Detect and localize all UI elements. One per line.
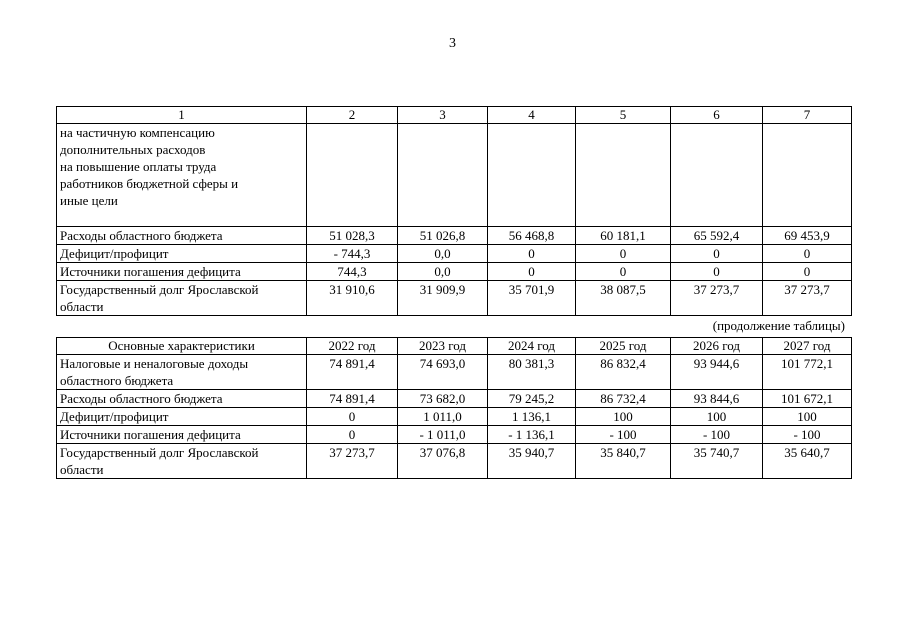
column-header: 2024 год — [488, 338, 576, 355]
table-cell: 0 — [488, 245, 576, 263]
table-row — [57, 124, 852, 227]
table-cell: 35 640,7 — [763, 444, 852, 479]
table-cell: 0 — [763, 245, 852, 263]
table-cell: - 1 136,1 — [488, 426, 576, 444]
table-cell: 0 — [576, 263, 671, 281]
row-label: Государственный долг Ярославской области — [57, 444, 307, 479]
column-header: 2022 год — [307, 338, 398, 355]
table-cell: 80 381,3 — [488, 355, 576, 390]
table-cell — [671, 124, 763, 227]
column-header: 1 — [57, 107, 307, 124]
table-cell: 100 — [576, 408, 671, 426]
row-label: Налоговые и неналоговые доходы областного бюджета — [57, 355, 307, 390]
table-cell — [763, 124, 852, 227]
table-row — [57, 355, 852, 390]
table-cell: 93 844,6 — [671, 390, 763, 408]
table-cell: 79 245,2 — [488, 390, 576, 408]
table-cell: - 100 — [763, 426, 852, 444]
table-cell — [488, 124, 576, 227]
table-cell: 86 732,4 — [576, 390, 671, 408]
table-cell — [398, 124, 488, 227]
column-header: 2023 год — [398, 338, 488, 355]
table-cell: 0,0 — [398, 263, 488, 281]
table-cell: 1 136,1 — [488, 408, 576, 426]
column-header: 7 — [763, 107, 852, 124]
table-cell: 0 — [671, 263, 763, 281]
table-row — [57, 408, 852, 426]
table-cell: 35 840,7 — [576, 444, 671, 479]
table-cell: 60 181,1 — [576, 227, 671, 245]
row-label: Расходы областного бюджета — [57, 227, 307, 245]
column-header: 2 — [307, 107, 398, 124]
table-cell: 1 011,0 — [398, 408, 488, 426]
table-row — [57, 263, 852, 281]
table-row — [57, 444, 852, 479]
row-label: Источники погашения дефицита — [57, 426, 307, 444]
table-cell: 0 — [307, 408, 398, 426]
table-row — [57, 245, 852, 263]
table-cell: 100 — [763, 408, 852, 426]
column-header: 3 — [398, 107, 488, 124]
table-cell: - 1 011,0 — [398, 426, 488, 444]
table-cell: - 744,3 — [307, 245, 398, 263]
column-header: 2026 год — [671, 338, 763, 355]
table-cell: 101 672,1 — [763, 390, 852, 408]
table-row — [57, 281, 852, 316]
table-row — [57, 227, 852, 245]
page-number: 3 — [449, 36, 456, 51]
table-cell: 0 — [488, 263, 576, 281]
row-label: Дефицит/профицит — [57, 408, 307, 426]
table-cell: 56 468,8 — [488, 227, 576, 245]
table-cell: 35 701,9 — [488, 281, 576, 316]
table-cell — [576, 124, 671, 227]
table-cell: 37 273,7 — [763, 281, 852, 316]
budget-table-part1 — [56, 106, 852, 316]
table-cell: 0 — [671, 245, 763, 263]
table-cell: 0 — [763, 263, 852, 281]
column-header: 5 — [576, 107, 671, 124]
table-cell: 35 740,7 — [671, 444, 763, 479]
table-row — [57, 426, 852, 444]
table-cell: 100 — [671, 408, 763, 426]
table-cell: 0 — [307, 426, 398, 444]
table-cell: 31 909,9 — [398, 281, 488, 316]
table-cell: - 100 — [671, 426, 763, 444]
table-row — [57, 390, 852, 408]
column-header: 2025 год — [576, 338, 671, 355]
table-cell: 0 — [576, 245, 671, 263]
table-cell: 74 891,4 — [307, 390, 398, 408]
table-cell: 74 693,0 — [398, 355, 488, 390]
table-cell: 65 592,4 — [671, 227, 763, 245]
column-header: Основные характеристики — [57, 338, 307, 355]
column-header: 6 — [671, 107, 763, 124]
table-cell: 0,0 — [398, 245, 488, 263]
table-cell: 69 453,9 — [763, 227, 852, 245]
row-label: на частичную компенсацию дополнительных расходов на повышение оплаты труда работников бюджетной сферы и иные цели — [57, 124, 307, 227]
row-label: Источники погашения дефицита — [57, 263, 307, 281]
continuation-note: (продолжение таблицы) — [712, 318, 845, 333]
table-header-row — [57, 107, 852, 124]
row-label: Расходы областного бюджета — [57, 390, 307, 408]
table-cell: 38 087,5 — [576, 281, 671, 316]
column-header: 4 — [488, 107, 576, 124]
table-cell: 73 682,0 — [398, 390, 488, 408]
row-label: Дефицит/профицит — [57, 245, 307, 263]
table-cell: 101 772,1 — [763, 355, 852, 390]
table-cell: 31 910,6 — [307, 281, 398, 316]
column-header: 2027 год — [763, 338, 852, 355]
table-cell: 37 076,8 — [398, 444, 488, 479]
table-cell: 37 273,7 — [307, 444, 398, 479]
table-cell: 51 026,8 — [398, 227, 488, 245]
table-cell: 51 028,3 — [307, 227, 398, 245]
table-cell: 74 891,4 — [307, 355, 398, 390]
row-label: Государственный долг Ярославской области — [57, 281, 307, 316]
table-cell: 37 273,7 — [671, 281, 763, 316]
table-cell: 35 940,7 — [488, 444, 576, 479]
budget-table-part2 — [56, 337, 852, 479]
table-cell — [307, 124, 398, 227]
table-cell: 93 944,6 — [671, 355, 763, 390]
table-header-row — [57, 338, 852, 355]
table-cell: - 100 — [576, 426, 671, 444]
table-cell: 86 832,4 — [576, 355, 671, 390]
table-cell: 744,3 — [307, 263, 398, 281]
